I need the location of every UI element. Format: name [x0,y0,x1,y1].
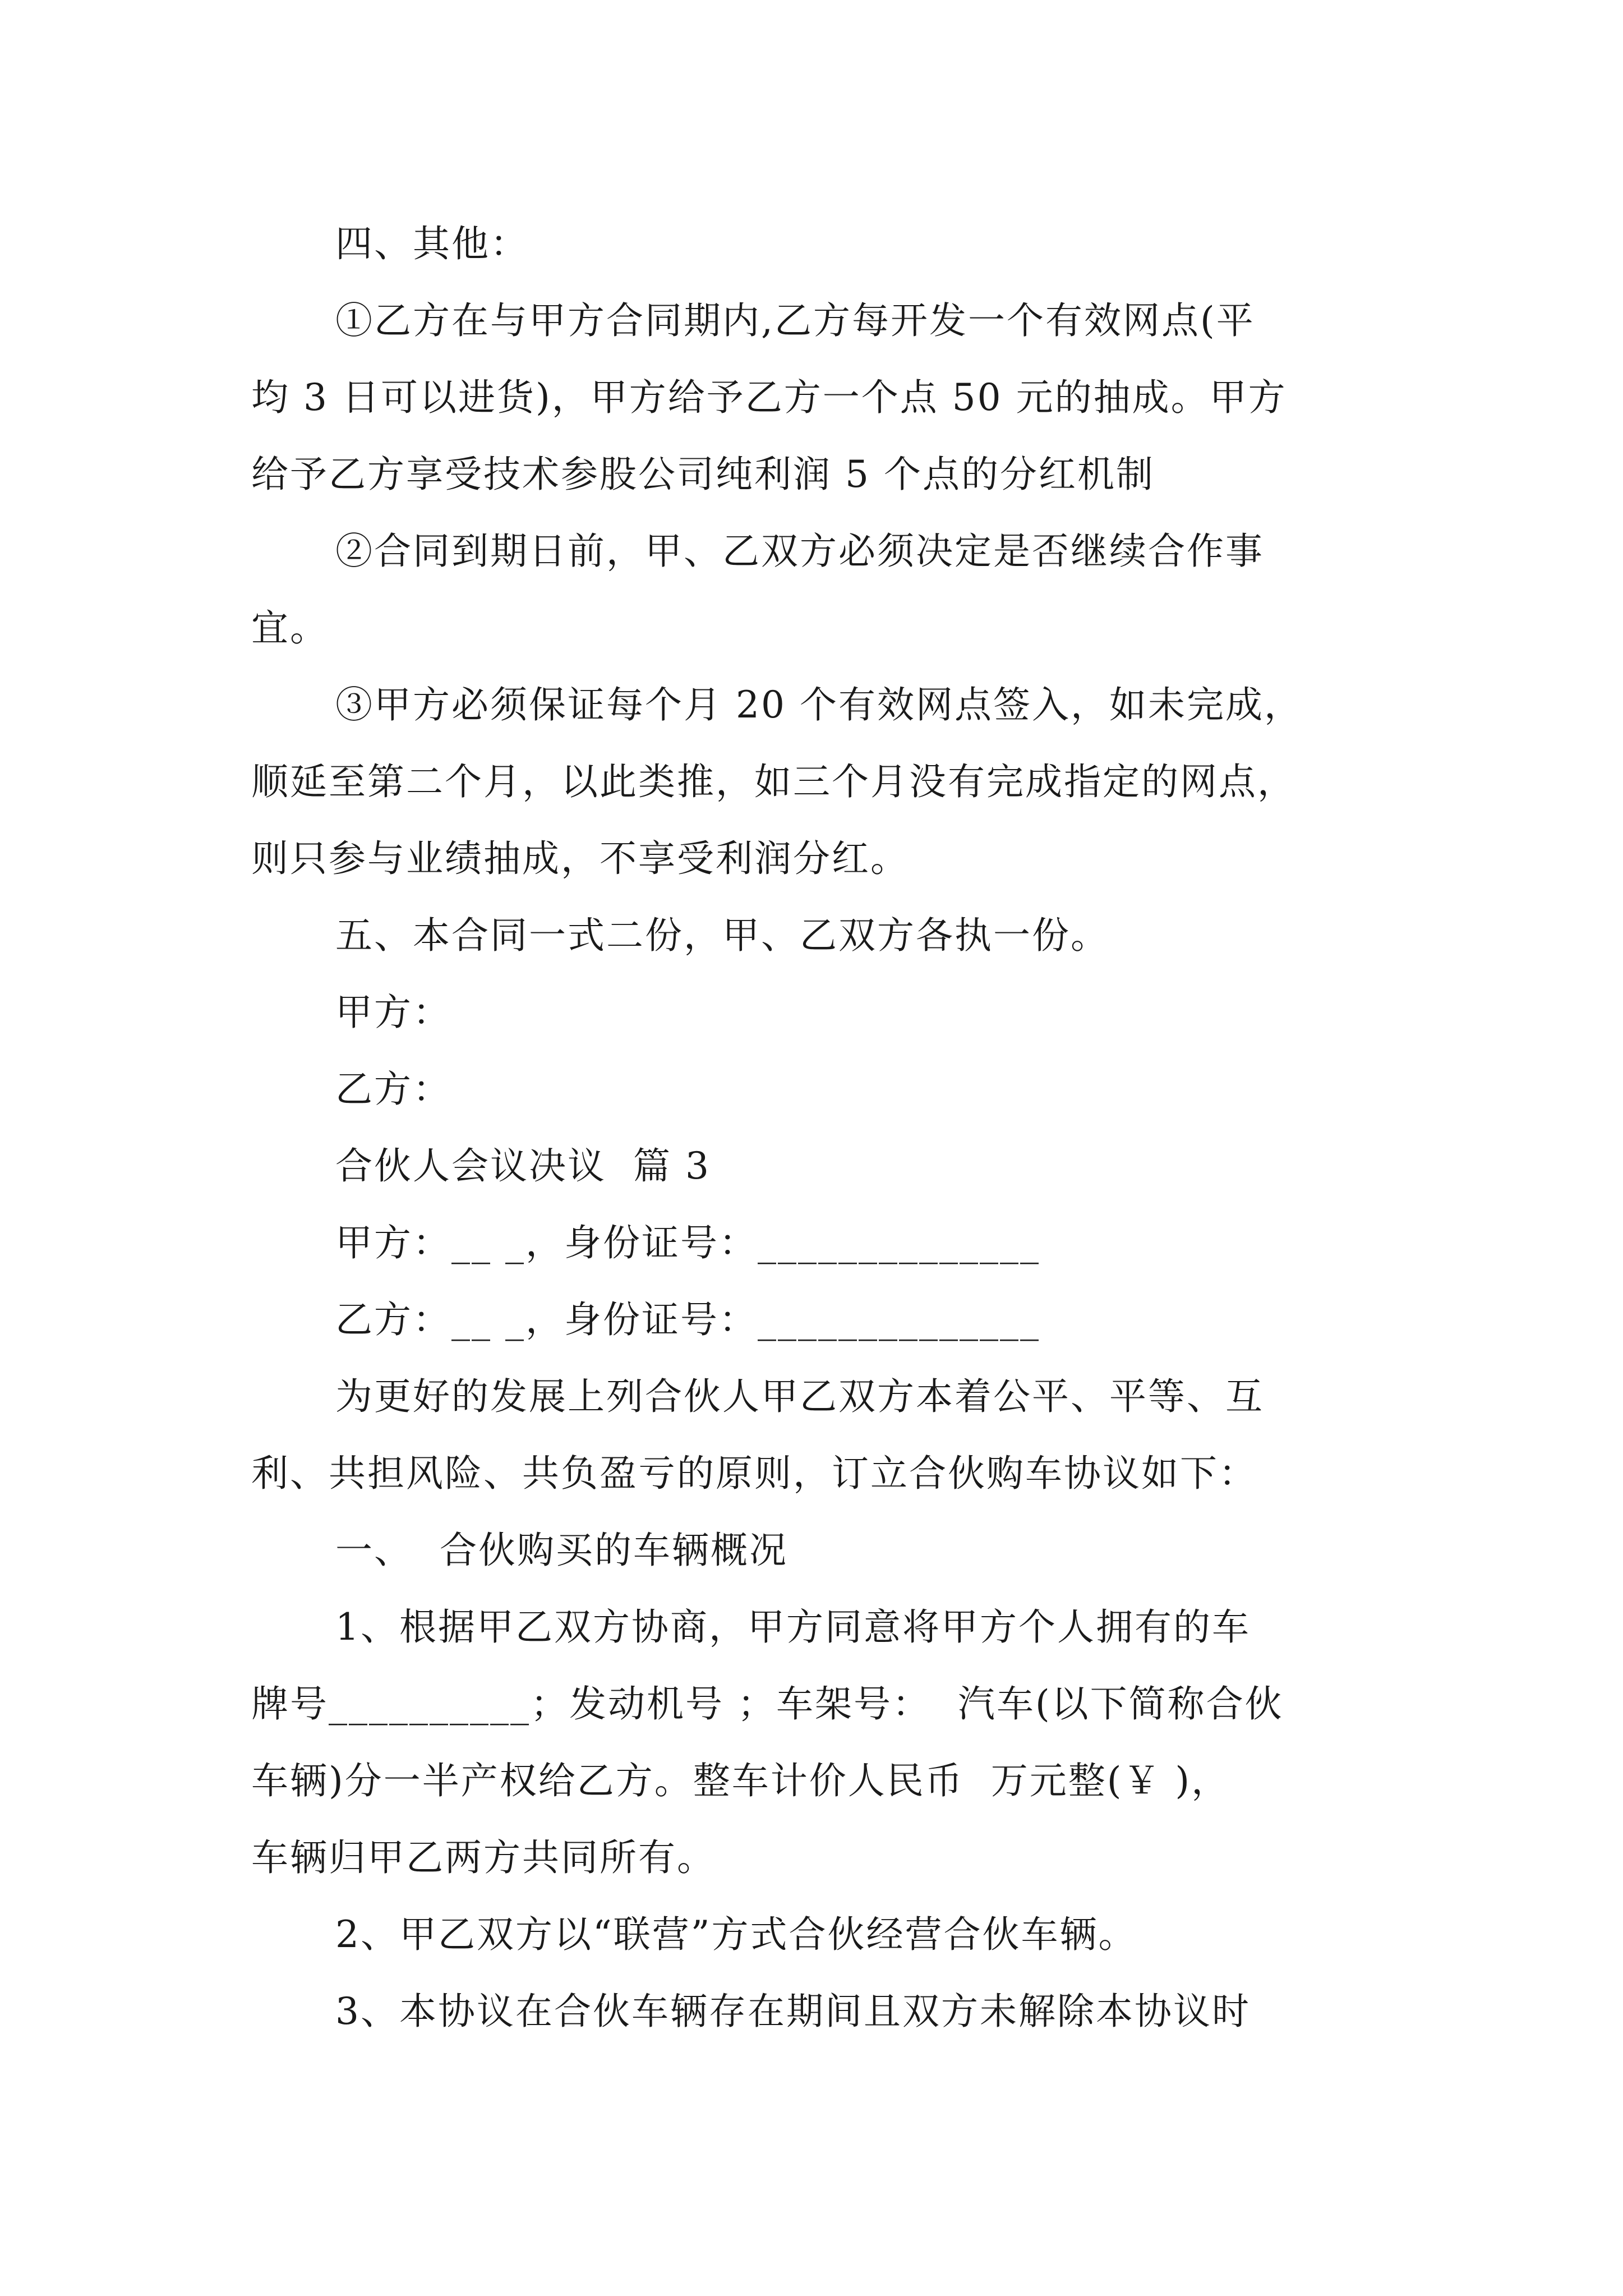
clause-3-line-1: ③甲方必须保证每个月 20 个有效网点签入，如未完成， [335,683,1303,726]
clause-1-line-1: ①乙方在与甲方合同期内,乙方每开发一个有效网点(平 [335,299,1255,342]
section-four-heading: 四、其他： [335,222,529,265]
preamble-line-1: 为更好的发展上列合伙人甲乙双方本着公平、平等、互 [335,1375,1264,1418]
item-2: 2、甲乙双方以“联营”方式合伙经营合伙车辆。 [335,1913,1137,1956]
section-one-heading: 一、 合伙购买的车辆概况 [335,1529,788,1572]
preamble-line-2: 利、共担风险、共负盈亏的原则，订立合伙购车协议如下： [251,1452,1257,1495]
clause-2-line-1: ②合同到期日前，甲、乙双方必须决定是否继续合作事 [335,530,1264,573]
clause-1-line-3: 给予乙方享受技术参股公司纯利润 5 个点的分红机制 [251,453,1155,496]
party-b-id-line: 乙方：__ _，身份证号：______________ [335,1298,1040,1341]
party-a-id-line: 甲方：__ _，身份证号：______________ [335,1221,1040,1264]
item-1-line-4: 车辆归甲乙两方共同所有。 [251,1836,716,1879]
item-1-line-1: 1、根据甲乙双方协商，甲方同意将甲方个人拥有的车 [335,1605,1251,1649]
clause-3-line-2: 顺延至第二个月，以此类推，如三个月没有完成指定的网点， [251,760,1296,803]
item-1-line-2: 牌号__________；发动机号 ；车架号： 汽车(以下简称合伙 [251,1682,1284,1726]
article-title: 合伙人会议决议 篇 3 [335,1144,711,1188]
clause-2-line-2: 宜。 [251,606,329,650]
item-3-line-1: 3、本协议在合伙车辆存在期间且双方未解除本协议时 [335,1990,1251,2033]
item-1-line-3: 车辆)分一半产权给乙方。整车计价人民币 万元整(￥ )， [251,1759,1230,1802]
section-five: 五、本合同一式二份，甲、乙双方各执一份。 [335,914,1109,957]
clause-3-line-3: 则只参与业绩抽成，不享受利润分红。 [251,837,909,880]
clause-1-line-2: 均 3 日可以进货)，甲方给予乙方一个点 50 元的抽成。甲方 [251,376,1287,419]
party-a-signature: 甲方： [335,991,451,1034]
party-b-signature: 乙方： [335,1068,451,1111]
